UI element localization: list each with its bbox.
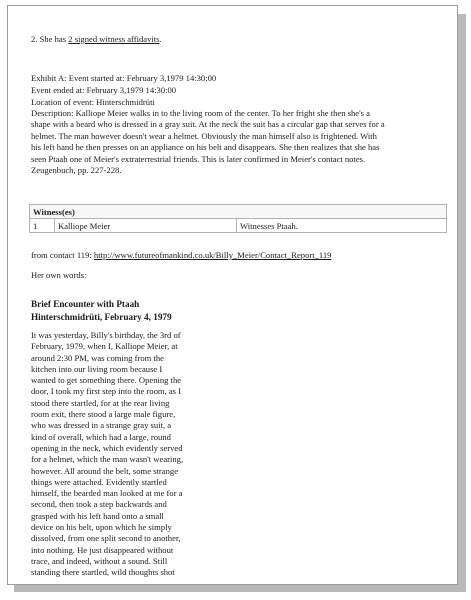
affidavits-suffix: . xyxy=(159,34,162,44)
exhibit-start: Exhibit A: Event started at: February 3,1979 14:30:00 xyxy=(31,73,217,83)
story-line: opening in the neck, which evidently served xyxy=(31,442,183,453)
story-line: dissolved, from one split second to another, xyxy=(31,533,181,544)
description-line: Zeugenbuch, pp. 227-228. xyxy=(31,165,122,176)
story-line: stood there startled, for at the rear living xyxy=(31,397,170,408)
story-line: room exit, there stood a large male figure, xyxy=(31,409,176,420)
story-line: into nothing. He just disappeared without xyxy=(31,544,174,555)
table-row xyxy=(30,219,447,233)
witness-number: 1 xyxy=(30,219,55,233)
exhibit-location: Location of event: Hinterschmidrüti xyxy=(31,97,155,107)
exhibit-end: Event ended at: February 3,1979 14:30:00 xyxy=(31,85,177,95)
story-line: kitchen into our living room because I xyxy=(31,363,163,374)
story-line: door, I took my first step into the room, as I xyxy=(31,386,182,397)
witness-note: Witnesses Ptaah. xyxy=(237,219,447,233)
story-line: himself, the bearded man looked at me for a xyxy=(31,488,183,499)
exhibit-description xyxy=(31,108,451,176)
affidavits-link[interactable]: 2 signed witness affidavits xyxy=(68,34,160,44)
story-line: second, then took a step backwards and xyxy=(31,499,167,510)
document-page xyxy=(7,5,458,585)
story-line: around 2:30 PM, was coming from the xyxy=(31,352,164,363)
story-title: Brief Encounter with Ptaah xyxy=(31,299,140,309)
contact-report-link[interactable]: http://www.futureofmankind.co.uk/Billy_Meier/Contact_Report_119 xyxy=(93,250,332,260)
contact-prefix: from contact 119: xyxy=(31,250,94,260)
description-line: helmet. The man however doesn't wear a helmet. Obviously the man himself also is frightened. With xyxy=(31,130,377,141)
witness-table-header: Witness(es) xyxy=(30,205,447,219)
story-subtitle: Hinterschmidrüti, February 4, 1979 xyxy=(31,312,172,322)
story-line: kind of overall, which had a large, round xyxy=(31,431,171,442)
own-words-label: Her own words: xyxy=(31,270,87,280)
story-line: for a helmet, which the man wasn't wearing, xyxy=(31,454,184,465)
story-line: wanted to get something there. Opening the xyxy=(31,375,182,386)
story-line: things were attached. Evidently startled xyxy=(31,476,167,487)
story-line: It was yesterday, Billy's birthday, the 3rd of xyxy=(31,330,181,340)
witness-name: Kalliope Meier xyxy=(55,219,237,233)
story-body xyxy=(31,330,231,579)
description-line: Description: Kalliope Meier walks in to the living room of the center. To her fright she then she's a xyxy=(31,108,370,118)
affidavits-line xyxy=(31,33,162,45)
contact-line xyxy=(31,249,331,261)
description-line: shape with a beard who is dressed in a gray suit. At the neck the suit has a circular gap that serves for a xyxy=(31,119,385,130)
story-line: trace, and indeed, without a sound. Still xyxy=(31,555,168,566)
story-line: February, 1979, when I, Kalliope Meier, at xyxy=(31,341,178,352)
affidavits-prefix: 2. She has xyxy=(31,34,69,44)
story-line: who was dressed in a strange gray suit, a xyxy=(31,420,172,431)
description-line: seen Ptaah one of Meier's extraterrestrial friends. This is later confirmed in Meier's contact notes. xyxy=(31,153,366,164)
story-line: standing there startled, wild thoughts shot xyxy=(31,567,175,578)
story-line: grasped with his left hand onto a small xyxy=(31,510,164,521)
witness-table xyxy=(29,204,447,233)
story-line: however. All around the belt, some strange xyxy=(31,465,179,476)
description-line: his left hand he then presses on an appliance on his belt and disappears. She then realizes that she has xyxy=(31,142,380,153)
story-line: device on his belt, upon which he simply xyxy=(31,522,172,533)
